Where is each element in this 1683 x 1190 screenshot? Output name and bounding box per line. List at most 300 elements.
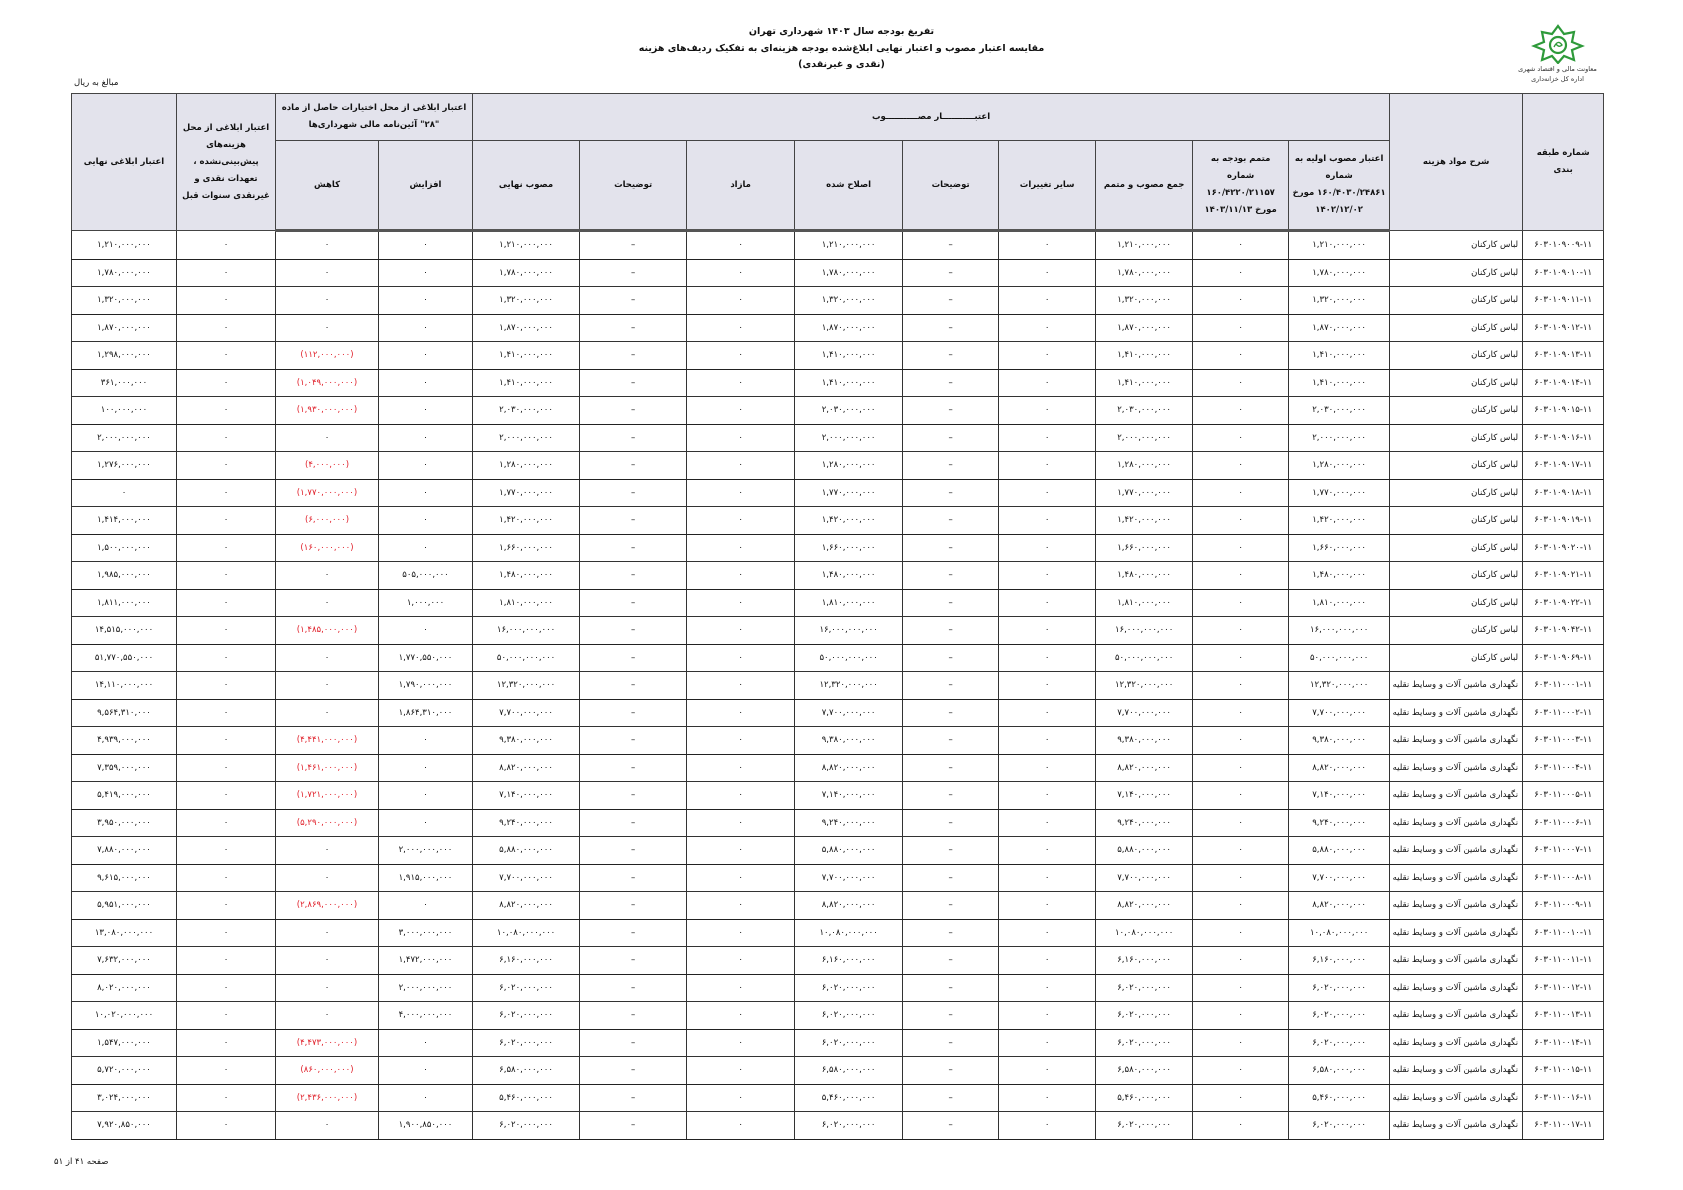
cell-surplus: ۰	[687, 259, 795, 287]
cell-decrease: ۰	[276, 837, 379, 865]
cell-code: ۶۰۳۰۱۰۹۰۱۸-۱۱	[1523, 479, 1604, 507]
col-header-initial: اعتبار مصوب اولیه به شماره ۱۶۰/۴۰۳۰/۲۴۸۶۱ مورخ ۱۴۰۲/۱۲/۰۲	[1289, 141, 1390, 231]
cell-final-approved: ۱,۸۱۰,۰۰۰,۰۰۰	[473, 589, 580, 617]
cell-unforeseen: ۰	[177, 644, 276, 672]
cell-unforeseen: ۰	[177, 864, 276, 892]
cell-notes-1: –	[903, 1057, 999, 1085]
cell-surplus: ۰	[687, 864, 795, 892]
cell-surplus: ۰	[687, 589, 795, 617]
cell-description: لباس کارکنان	[1390, 259, 1523, 287]
cell-code: ۶۰۳۰۱۱۰۰۰۴-۱۱	[1523, 754, 1604, 782]
cell-decrease: ۰	[276, 974, 379, 1002]
cell-final-approved: ۶,۰۲۰,۰۰۰,۰۰۰	[473, 1112, 580, 1140]
table-row	[72, 287, 1604, 315]
cell-supplement: ۰	[1193, 562, 1289, 590]
cell-other-changes: ۰	[999, 534, 1096, 562]
cell-surplus: ۰	[687, 809, 795, 837]
cell-increase: ۱,۸۶۴,۳۱۰,۰۰۰	[379, 699, 473, 727]
cell-supplement: ۰	[1193, 617, 1289, 645]
cell-other-changes: ۰	[999, 397, 1096, 425]
cell-notes-2: –	[580, 507, 687, 535]
cell-total: ۶,۵۸۰,۰۰۰,۰۰۰	[1096, 1057, 1193, 1085]
cell-amended: ۱,۸۱۰,۰۰۰,۰۰۰	[795, 589, 903, 617]
cell-notes-2: –	[580, 259, 687, 287]
cell-description: نگهداری ماشین آلات و وسایط نقلیه	[1390, 699, 1523, 727]
table-row	[72, 452, 1604, 480]
cell-supplement: ۰	[1193, 727, 1289, 755]
cell-notes-2: –	[580, 782, 687, 810]
cell-amended: ۱,۲۱۰,۰۰۰,۰۰۰	[795, 231, 903, 260]
cell-increase: ۳,۰۰۰,۰۰۰,۰۰۰	[379, 919, 473, 947]
logo-line-1: معاونت مالی و اقتصاد شهری	[1518, 65, 1597, 73]
cell-notes-2: –	[580, 314, 687, 342]
cell-decrease: ۰	[276, 287, 379, 315]
cell-total: ۱۲,۳۲۰,۰۰۰,۰۰۰	[1096, 672, 1193, 700]
cell-description: نگهداری ماشین آلات و وسایط نقلیه	[1390, 837, 1523, 865]
cell-code: ۶۰۳۰۱۰۹۰۰۹-۱۱	[1523, 231, 1604, 260]
cell-final: ۹,۶۱۵,۰۰۰,۰۰۰	[72, 864, 177, 892]
cell-supplement: ۰	[1193, 452, 1289, 480]
cell-other-changes: ۰	[999, 864, 1096, 892]
cell-notes-1: –	[903, 479, 999, 507]
cell-decrease: (۱,۷۷۰,۰۰۰,۰۰۰)	[276, 479, 379, 507]
cell-surplus: ۰	[687, 1002, 795, 1030]
table-row	[72, 919, 1604, 947]
cell-description: نگهداری ماشین آلات و وسایط نقلیه	[1390, 1084, 1523, 1112]
cell-increase: ۱,۰۰۰,۰۰۰	[379, 589, 473, 617]
cell-increase: ۲,۰۰۰,۰۰۰,۰۰۰	[379, 974, 473, 1002]
cell-increase: ۰	[379, 1029, 473, 1057]
cell-notes-2: –	[580, 452, 687, 480]
cell-surplus: ۰	[687, 892, 795, 920]
cell-surplus: ۰	[687, 231, 795, 260]
cell-decrease: ۰	[276, 259, 379, 287]
cell-total: ۱,۴۱۰,۰۰۰,۰۰۰	[1096, 369, 1193, 397]
table-row	[72, 782, 1604, 810]
cell-final: ۵۱,۷۷۰,۵۵۰,۰۰۰	[72, 644, 177, 672]
col-header-total: جمع مصوب و متمم	[1096, 141, 1193, 231]
cell-other-changes: ۰	[999, 231, 1096, 260]
cell-initial: ۱۲,۳۲۰,۰۰۰,۰۰۰	[1289, 672, 1390, 700]
cell-unforeseen: ۰	[177, 1112, 276, 1140]
cell-notes-1: –	[903, 699, 999, 727]
cell-amended: ۲,۰۰۰,۰۰۰,۰۰۰	[795, 424, 903, 452]
cell-description: لباس کارکنان	[1390, 617, 1523, 645]
cell-unforeseen: ۰	[177, 589, 276, 617]
cell-other-changes: ۰	[999, 314, 1096, 342]
cell-decrease: ۰	[276, 589, 379, 617]
cell-description: لباس کارکنان	[1390, 479, 1523, 507]
cell-total: ۱,۴۸۰,۰۰۰,۰۰۰	[1096, 562, 1193, 590]
cell-other-changes: ۰	[999, 947, 1096, 975]
cell-code: ۶۰۳۰۱۱۰۰۱۵-۱۱	[1523, 1057, 1604, 1085]
cell-surplus: ۰	[687, 1057, 795, 1085]
cell-amended: ۵,۸۸۰,۰۰۰,۰۰۰	[795, 837, 903, 865]
table-row	[72, 562, 1604, 590]
cell-final: ۵,۴۱۹,۰۰۰,۰۰۰	[72, 782, 177, 810]
cell-final: ۴,۹۳۹,۰۰۰,۰۰۰	[72, 727, 177, 755]
cell-unforeseen: ۰	[177, 947, 276, 975]
col-header-supplement: متمم بودجه به شماره ۱۶۰/۴۲۲۰/۲۱۱۵۷ مورخ ۱۴۰۳/۱۱/۱۳	[1193, 141, 1289, 231]
table-row	[72, 479, 1604, 507]
cell-unforeseen: ۰	[177, 1002, 276, 1030]
table-row	[72, 369, 1604, 397]
cell-supplement: ۰	[1193, 1112, 1289, 1140]
cell-final-approved: ۷,۷۰۰,۰۰۰,۰۰۰	[473, 699, 580, 727]
col-group-approved: اعتبـــــــــــار مصـــــــــــوب	[473, 94, 1390, 141]
cell-supplement: ۰	[1193, 589, 1289, 617]
table-row	[72, 672, 1604, 700]
cell-final-approved: ۷,۱۴۰,۰۰۰,۰۰۰	[473, 782, 580, 810]
cell-total: ۶,۰۲۰,۰۰۰,۰۰۰	[1096, 974, 1193, 1002]
cell-initial: ۵,۴۶۰,۰۰۰,۰۰۰	[1289, 1084, 1390, 1112]
table-row	[72, 1112, 1604, 1140]
col-header-final-approved: مصوب نهایی	[473, 141, 580, 231]
cell-decrease: ۰	[276, 672, 379, 700]
cell-final: ۷,۶۳۲,۰۰۰,۰۰۰	[72, 947, 177, 975]
cell-description: لباس کارکنان	[1390, 562, 1523, 590]
cell-final: ۱,۲۱۰,۰۰۰,۰۰۰	[72, 231, 177, 260]
cell-total: ۹,۲۴۰,۰۰۰,۰۰۰	[1096, 809, 1193, 837]
cell-total: ۱,۷۷۰,۰۰۰,۰۰۰	[1096, 479, 1193, 507]
cell-other-changes: ۰	[999, 1084, 1096, 1112]
cell-other-changes: ۰	[999, 1029, 1096, 1057]
cell-total: ۹,۳۸۰,۰۰۰,۰۰۰	[1096, 727, 1193, 755]
cell-notes-2: –	[580, 342, 687, 370]
cell-code: ۶۰۳۰۱۰۹۰۱۳-۱۱	[1523, 342, 1604, 370]
cell-notes-1: –	[903, 672, 999, 700]
table-row	[72, 617, 1604, 645]
cell-amended: ۱,۶۶۰,۰۰۰,۰۰۰	[795, 534, 903, 562]
cell-amended: ۵۰,۰۰۰,۰۰۰,۰۰۰	[795, 644, 903, 672]
cell-notes-2: –	[580, 1002, 687, 1030]
cell-decrease: (۲,۴۳۶,۰۰۰,۰۰۰)	[276, 1084, 379, 1112]
cell-notes-1: –	[903, 837, 999, 865]
cell-increase: ۰	[379, 231, 473, 260]
cell-description: لباس کارکنان	[1390, 534, 1523, 562]
cell-unforeseen: ۰	[177, 259, 276, 287]
cell-notes-1: –	[903, 424, 999, 452]
cell-increase: ۰	[379, 507, 473, 535]
cell-initial: ۱,۸۷۰,۰۰۰,۰۰۰	[1289, 314, 1390, 342]
cell-code: ۶۰۳۰۱۱۰۰۱۰-۱۱	[1523, 919, 1604, 947]
cell-surplus: ۰	[687, 287, 795, 315]
cell-notes-1: –	[903, 892, 999, 920]
cell-decrease: (۱,۹۳۰,۰۰۰,۰۰۰)	[276, 397, 379, 425]
cell-final-approved: ۱,۲۸۰,۰۰۰,۰۰۰	[473, 452, 580, 480]
budget-table	[71, 93, 1604, 1140]
cell-surplus: ۰	[687, 452, 795, 480]
cell-supplement: ۰	[1193, 397, 1289, 425]
cell-final: ۱,۳۲۰,۰۰۰,۰۰۰	[72, 287, 177, 315]
cell-final: ۰	[72, 479, 177, 507]
cell-surplus: ۰	[687, 947, 795, 975]
cell-unforeseen: ۰	[177, 809, 276, 837]
cell-final: ۱,۵۴۷,۰۰۰,۰۰۰	[72, 1029, 177, 1057]
cell-final-approved: ۱,۷۸۰,۰۰۰,۰۰۰	[473, 259, 580, 287]
cell-final: ۱,۷۸۰,۰۰۰,۰۰۰	[72, 259, 177, 287]
cell-notes-1: –	[903, 754, 999, 782]
cell-supplement: ۰	[1193, 369, 1289, 397]
cell-notes-2: –	[580, 287, 687, 315]
cell-other-changes: ۰	[999, 424, 1096, 452]
cell-surplus: ۰	[687, 644, 795, 672]
cell-unforeseen: ۰	[177, 1084, 276, 1112]
cell-notes-2: –	[580, 397, 687, 425]
cell-final: ۷,۳۵۹,۰۰۰,۰۰۰	[72, 754, 177, 782]
cell-code: ۶۰۳۰۱۱۰۰۱۷-۱۱	[1523, 1112, 1604, 1140]
col-group-article28: اعتبار ابلاغی از محل اختیارات حاصل از ماده "۲۸" آئین‌نامه مالی شهرداری‌ها	[276, 94, 473, 141]
cell-description: نگهداری ماشین آلات و وسایط نقلیه	[1390, 809, 1523, 837]
cell-final-approved: ۲,۰۰۰,۰۰۰,۰۰۰	[473, 424, 580, 452]
cell-final-approved: ۱,۴۲۰,۰۰۰,۰۰۰	[473, 507, 580, 535]
cell-total: ۱,۷۸۰,۰۰۰,۰۰۰	[1096, 259, 1193, 287]
cell-surplus: ۰	[687, 782, 795, 810]
cell-total: ۱,۸۷۰,۰۰۰,۰۰۰	[1096, 314, 1193, 342]
cell-decrease: ۰	[276, 1002, 379, 1030]
cell-unforeseen: ۰	[177, 672, 276, 700]
cell-code: ۶۰۳۰۱۰۹۰۱۲-۱۱	[1523, 314, 1604, 342]
cell-total: ۱,۴۱۰,۰۰۰,۰۰۰	[1096, 342, 1193, 370]
cell-total: ۲,۰۰۰,۰۰۰,۰۰۰	[1096, 424, 1193, 452]
cell-total: ۷,۱۴۰,۰۰۰,۰۰۰	[1096, 782, 1193, 810]
cell-total: ۱,۶۶۰,۰۰۰,۰۰۰	[1096, 534, 1193, 562]
cell-surplus: ۰	[687, 562, 795, 590]
cell-decrease: (۵,۲۹۰,۰۰۰,۰۰۰)	[276, 809, 379, 837]
cell-decrease: (۴,۴۴۱,۰۰۰,۰۰۰)	[276, 727, 379, 755]
cell-increase: ۴,۰۰۰,۰۰۰,۰۰۰	[379, 1002, 473, 1030]
col-header-other-changes: سایر تغییرات	[999, 141, 1096, 231]
cell-total: ۷,۷۰۰,۰۰۰,۰۰۰	[1096, 699, 1193, 727]
cell-decrease: (۱,۴۸۵,۰۰۰,۰۰۰)	[276, 617, 379, 645]
cell-code: ۶۰۳۰۱۱۰۰۰۱-۱۱	[1523, 672, 1604, 700]
table-row	[72, 754, 1604, 782]
cell-description: لباس کارکنان	[1390, 507, 1523, 535]
cell-increase: ۰	[379, 1057, 473, 1085]
cell-increase: ۰	[379, 259, 473, 287]
cell-other-changes: ۰	[999, 727, 1096, 755]
cell-amended: ۷,۷۰۰,۰۰۰,۰۰۰	[795, 699, 903, 727]
cell-total: ۱۰,۰۸۰,۰۰۰,۰۰۰	[1096, 919, 1193, 947]
table-row	[72, 947, 1604, 975]
cell-supplement: ۰	[1193, 231, 1289, 260]
cell-unforeseen: ۰	[177, 837, 276, 865]
cell-other-changes: ۰	[999, 452, 1096, 480]
cell-code: ۶۰۳۰۱۱۰۰۱۲-۱۱	[1523, 974, 1604, 1002]
cell-increase: ۰	[379, 754, 473, 782]
cell-other-changes: ۰	[999, 837, 1096, 865]
cell-description: نگهداری ماشین آلات و وسایط نقلیه	[1390, 754, 1523, 782]
cell-final: ۸,۰۲۰,۰۰۰,۰۰۰	[72, 974, 177, 1002]
cell-initial: ۱,۴۱۰,۰۰۰,۰۰۰	[1289, 342, 1390, 370]
cell-increase: ۰	[379, 424, 473, 452]
cell-unforeseen: ۰	[177, 562, 276, 590]
cell-supplement: ۰	[1193, 644, 1289, 672]
table-row	[72, 727, 1604, 755]
cell-description: لباس کارکنان	[1390, 397, 1523, 425]
cell-initial: ۹,۲۴۰,۰۰۰,۰۰۰	[1289, 809, 1390, 837]
cell-final-approved: ۸,۸۲۰,۰۰۰,۰۰۰	[473, 754, 580, 782]
cell-initial: ۷,۱۴۰,۰۰۰,۰۰۰	[1289, 782, 1390, 810]
cell-notes-2: –	[580, 589, 687, 617]
cell-description: لباس کارکنان	[1390, 424, 1523, 452]
table-row	[72, 699, 1604, 727]
cell-final-approved: ۱۰,۰۸۰,۰۰۰,۰۰۰	[473, 919, 580, 947]
cell-decrease: ۰	[276, 864, 379, 892]
cell-supplement: ۰	[1193, 507, 1289, 535]
cell-other-changes: ۰	[999, 259, 1096, 287]
table-row	[72, 1002, 1604, 1030]
cell-other-changes: ۰	[999, 507, 1096, 535]
cell-unforeseen: ۰	[177, 369, 276, 397]
cell-final-approved: ۱۲,۳۲۰,۰۰۰,۰۰۰	[473, 672, 580, 700]
cell-description: لباس کارکنان	[1390, 342, 1523, 370]
cell-amended: ۶,۰۲۰,۰۰۰,۰۰۰	[795, 1112, 903, 1140]
cell-unforeseen: ۰	[177, 424, 276, 452]
cell-total: ۷,۷۰۰,۰۰۰,۰۰۰	[1096, 864, 1193, 892]
cell-unforeseen: ۰	[177, 287, 276, 315]
cell-notes-2: –	[580, 809, 687, 837]
cell-final: ۱۰,۰۲۰,۰۰۰,۰۰۰	[72, 1002, 177, 1030]
cell-unforeseen: ۰	[177, 397, 276, 425]
cell-supplement: ۰	[1193, 864, 1289, 892]
col-header-amended: اصلاح شده	[795, 141, 903, 231]
cell-decrease: ۰	[276, 919, 379, 947]
cell-initial: ۱,۷۸۰,۰۰۰,۰۰۰	[1289, 259, 1390, 287]
cell-initial: ۱۶,۰۰۰,۰۰۰,۰۰۰	[1289, 617, 1390, 645]
table-row	[72, 837, 1604, 865]
cell-unforeseen: ۰	[177, 1057, 276, 1085]
cell-notes-1: –	[903, 617, 999, 645]
cell-final-approved: ۶,۰۲۰,۰۰۰,۰۰۰	[473, 974, 580, 1002]
cell-final-approved: ۹,۳۸۰,۰۰۰,۰۰۰	[473, 727, 580, 755]
cell-supplement: ۰	[1193, 259, 1289, 287]
cell-notes-1: –	[903, 342, 999, 370]
col-header-increase: افزایش	[379, 141, 473, 231]
cell-supplement: ۰	[1193, 974, 1289, 1002]
cell-increase: ۰	[379, 727, 473, 755]
cell-decrease: (۶,۰۰۰,۰۰۰)	[276, 507, 379, 535]
cell-increase: ۱,۷۷۰,۵۵۰,۰۰۰	[379, 644, 473, 672]
cell-notes-2: –	[580, 479, 687, 507]
cell-increase: ۰	[379, 809, 473, 837]
cell-notes-1: –	[903, 864, 999, 892]
cell-description: لباس کارکنان	[1390, 231, 1523, 260]
cell-final: ۱,۲۹۸,۰۰۰,۰۰۰	[72, 342, 177, 370]
cell-decrease: ۰	[276, 562, 379, 590]
cell-other-changes: ۰	[999, 672, 1096, 700]
cell-final: ۱,۵۰۰,۰۰۰,۰۰۰	[72, 534, 177, 562]
cell-amended: ۷,۷۰۰,۰۰۰,۰۰۰	[795, 864, 903, 892]
cell-unforeseen: ۰	[177, 919, 276, 947]
cell-unforeseen: ۰	[177, 699, 276, 727]
cell-description: نگهداری ماشین آلات و وسایط نقلیه	[1390, 1002, 1523, 1030]
cell-notes-2: –	[580, 727, 687, 755]
cell-description: لباس کارکنان	[1390, 369, 1523, 397]
cell-amended: ۱,۷۸۰,۰۰۰,۰۰۰	[795, 259, 903, 287]
cell-code: ۶۰۳۰۱۱۰۰۰۹-۱۱	[1523, 892, 1604, 920]
cell-description: لباس کارکنان	[1390, 644, 1523, 672]
cell-increase: ۰	[379, 617, 473, 645]
cell-total: ۸,۸۲۰,۰۰۰,۰۰۰	[1096, 754, 1193, 782]
cell-final-approved: ۸,۸۲۰,۰۰۰,۰۰۰	[473, 892, 580, 920]
cell-initial: ۸,۸۲۰,۰۰۰,۰۰۰	[1289, 754, 1390, 782]
cell-description: لباس کارکنان	[1390, 287, 1523, 315]
cell-notes-1: –	[903, 562, 999, 590]
cell-unforeseen: ۰	[177, 342, 276, 370]
cell-increase: ۰	[379, 314, 473, 342]
cell-total: ۱,۳۲۰,۰۰۰,۰۰۰	[1096, 287, 1193, 315]
cell-unforeseen: ۰	[177, 754, 276, 782]
cell-total: ۵,۸۸۰,۰۰۰,۰۰۰	[1096, 837, 1193, 865]
cell-other-changes: ۰	[999, 589, 1096, 617]
cell-total: ۱,۲۱۰,۰۰۰,۰۰۰	[1096, 231, 1193, 260]
cell-code: ۶۰۳۰۱۱۰۰۱۴-۱۱	[1523, 1029, 1604, 1057]
cell-notes-1: –	[903, 727, 999, 755]
cell-final: ۷,۹۲۰,۸۵۰,۰۰۰	[72, 1112, 177, 1140]
cell-initial: ۱,۲۸۰,۰۰۰,۰۰۰	[1289, 452, 1390, 480]
cell-notes-2: –	[580, 644, 687, 672]
cell-code: ۶۰۳۰۱۰۹۰۱۹-۱۱	[1523, 507, 1604, 535]
cell-other-changes: ۰	[999, 1002, 1096, 1030]
cell-decrease: (۱۱۲,۰۰۰,۰۰۰)	[276, 342, 379, 370]
table-row	[72, 424, 1604, 452]
cell-notes-1: –	[903, 919, 999, 947]
cell-notes-1: –	[903, 369, 999, 397]
cell-code: ۶۰۳۰۱۰۹۰۱۱-۱۱	[1523, 287, 1604, 315]
cell-final-approved: ۱,۳۲۰,۰۰۰,۰۰۰	[473, 287, 580, 315]
cell-supplement: ۰	[1193, 892, 1289, 920]
cell-other-changes: ۰	[999, 974, 1096, 1002]
cell-unforeseen: ۰	[177, 892, 276, 920]
cell-initial: ۶,۰۲۰,۰۰۰,۰۰۰	[1289, 1112, 1390, 1140]
cell-amended: ۱۰,۰۸۰,۰۰۰,۰۰۰	[795, 919, 903, 947]
table-row	[72, 314, 1604, 342]
table-row	[72, 589, 1604, 617]
cell-surplus: ۰	[687, 699, 795, 727]
col-header-final: اعتبار ابلاغی نهایی	[72, 94, 177, 231]
page-number: صفحه ۴۱ از ۵۱	[54, 1157, 109, 1167]
cell-other-changes: ۰	[999, 809, 1096, 837]
cell-notes-2: –	[580, 424, 687, 452]
cell-unforeseen: ۰	[177, 314, 276, 342]
col-header-notes-2: توضیحات	[580, 141, 687, 231]
cell-notes-2: –	[580, 974, 687, 1002]
cell-notes-2: –	[580, 947, 687, 975]
cell-initial: ۱,۶۶۰,۰۰۰,۰۰۰	[1289, 534, 1390, 562]
cell-code: ۶۰۳۰۱۱۰۰۰۸-۱۱	[1523, 864, 1604, 892]
cell-notes-1: –	[903, 1002, 999, 1030]
cell-unforeseen: ۰	[177, 534, 276, 562]
cell-supplement: ۰	[1193, 782, 1289, 810]
table-row	[72, 1029, 1604, 1057]
cell-other-changes: ۰	[999, 782, 1096, 810]
table-header	[72, 94, 1604, 231]
table-row	[72, 974, 1604, 1002]
cell-final-approved: ۶,۰۲۰,۰۰۰,۰۰۰	[473, 1029, 580, 1057]
cell-amended: ۸,۸۲۰,۰۰۰,۰۰۰	[795, 754, 903, 782]
cell-final: ۲,۰۰۰,۰۰۰,۰۰۰	[72, 424, 177, 452]
cell-initial: ۶,۵۸۰,۰۰۰,۰۰۰	[1289, 1057, 1390, 1085]
cell-initial: ۸,۸۲۰,۰۰۰,۰۰۰	[1289, 892, 1390, 920]
cell-surplus: ۰	[687, 342, 795, 370]
cell-code: ۶۰۳۰۱۱۰۰۰۳-۱۱	[1523, 727, 1604, 755]
cell-other-changes: ۰	[999, 287, 1096, 315]
cell-notes-2: –	[580, 1029, 687, 1057]
cell-initial: ۲,۰۰۰,۰۰۰,۰۰۰	[1289, 424, 1390, 452]
col-header-code: شماره طبقه بندی	[1523, 94, 1604, 231]
cell-code: ۶۰۳۰۱۱۰۰۱۶-۱۱	[1523, 1084, 1604, 1112]
